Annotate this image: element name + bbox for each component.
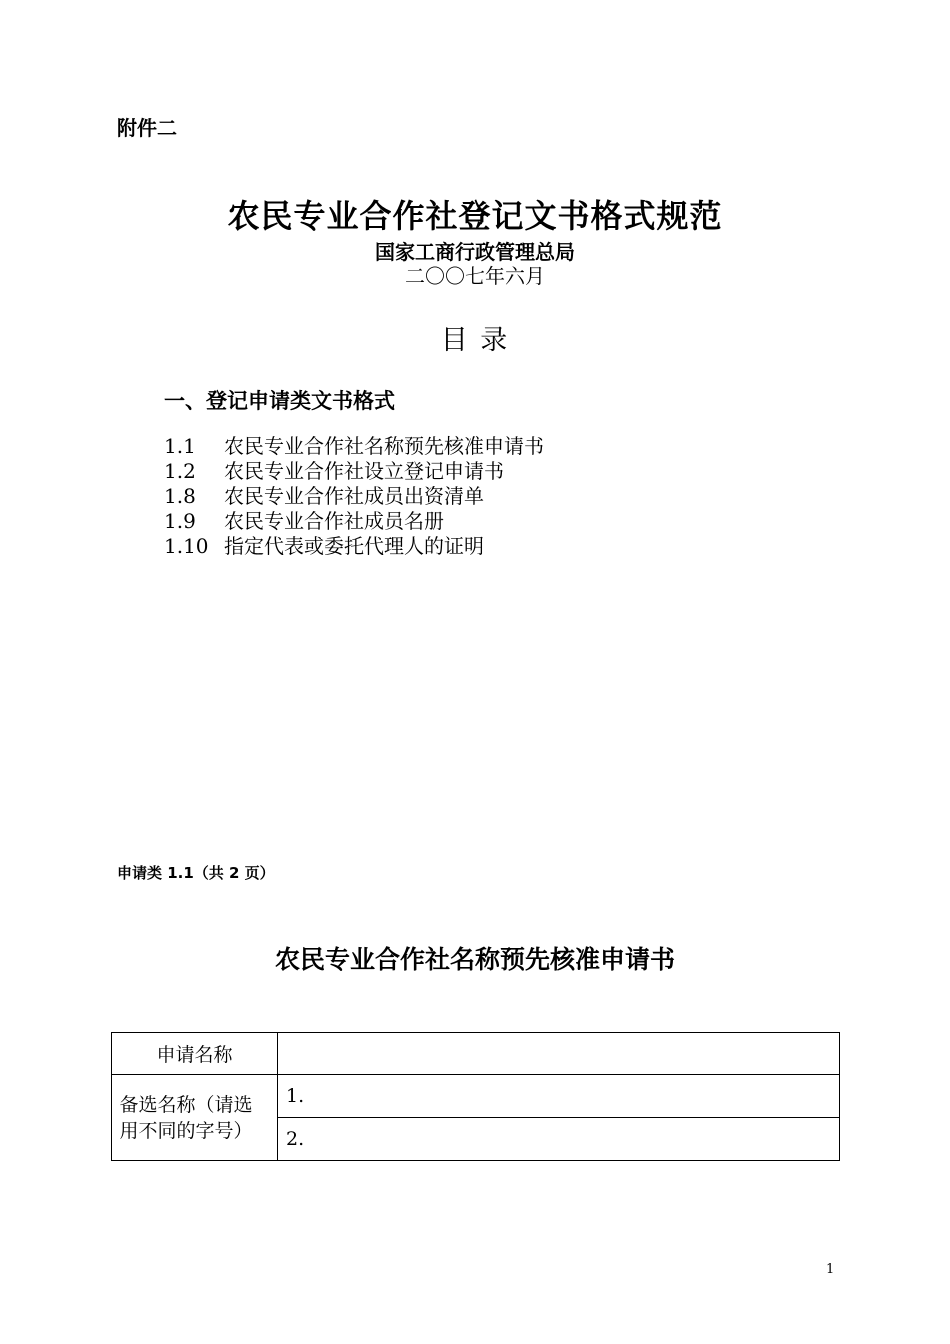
toc-item[interactable] — [164, 434, 544, 459]
document-title: 农民专业合作社登记文书格式规范 — [227, 197, 723, 235]
toc-item-text: 农民专业合作社名称预先核准申请书 — [224, 434, 544, 458]
issuer-name: 国家工商行政管理总局 — [375, 240, 575, 264]
toc-item-text: 农民专业合作社成员出资清单 — [224, 484, 484, 508]
toc-item[interactable] — [164, 484, 544, 509]
toc-item[interactable] — [164, 509, 544, 534]
toc-item[interactable] — [164, 459, 544, 484]
toc-item[interactable] — [164, 534, 544, 559]
table-row — [112, 1075, 840, 1118]
attachment-label: 附件二 — [117, 116, 177, 140]
toc-item-number: 1.8 — [164, 484, 196, 508]
form-title: 农民专业合作社名称预先核准申请书 — [274, 945, 675, 974]
toc-item-text: 农民专业合作社成员名册 — [224, 509, 444, 533]
issue-date: 二〇〇七年六月 — [405, 264, 545, 288]
table-row — [112, 1033, 840, 1075]
toc-item-number: 1.9 — [164, 509, 196, 533]
applied-name-field[interactable] — [278, 1033, 840, 1075]
toc-item-text: 指定代表或委托代理人的证明 — [224, 534, 484, 558]
alternative-name-label-cell — [112, 1075, 278, 1161]
toc-list — [164, 434, 544, 559]
alternative-name-field-2[interactable]: 2. — [278, 1118, 840, 1161]
toc-item-number: 1.1 — [164, 434, 196, 458]
toc-title: 目 录 — [440, 325, 510, 356]
alternative-name-field-1[interactable]: 1. — [278, 1075, 840, 1118]
page-number: 1 — [826, 1262, 835, 1277]
applied-name-label: 申请名称 — [112, 1033, 278, 1075]
application-form-table — [111, 1032, 840, 1161]
toc-item-number: 1.10 — [164, 534, 209, 558]
toc-item-number: 1.2 — [164, 459, 196, 483]
toc-item-text: 农民专业合作社设立登记申请书 — [224, 459, 504, 483]
toc-section-heading: 一、登记申请类文书格式 — [164, 389, 395, 413]
alternative-name-label: 备选名称（请选用不同的字号） — [119, 1093, 253, 1142]
form-code: 申请类 1.1（共 2 页） — [117, 864, 275, 882]
